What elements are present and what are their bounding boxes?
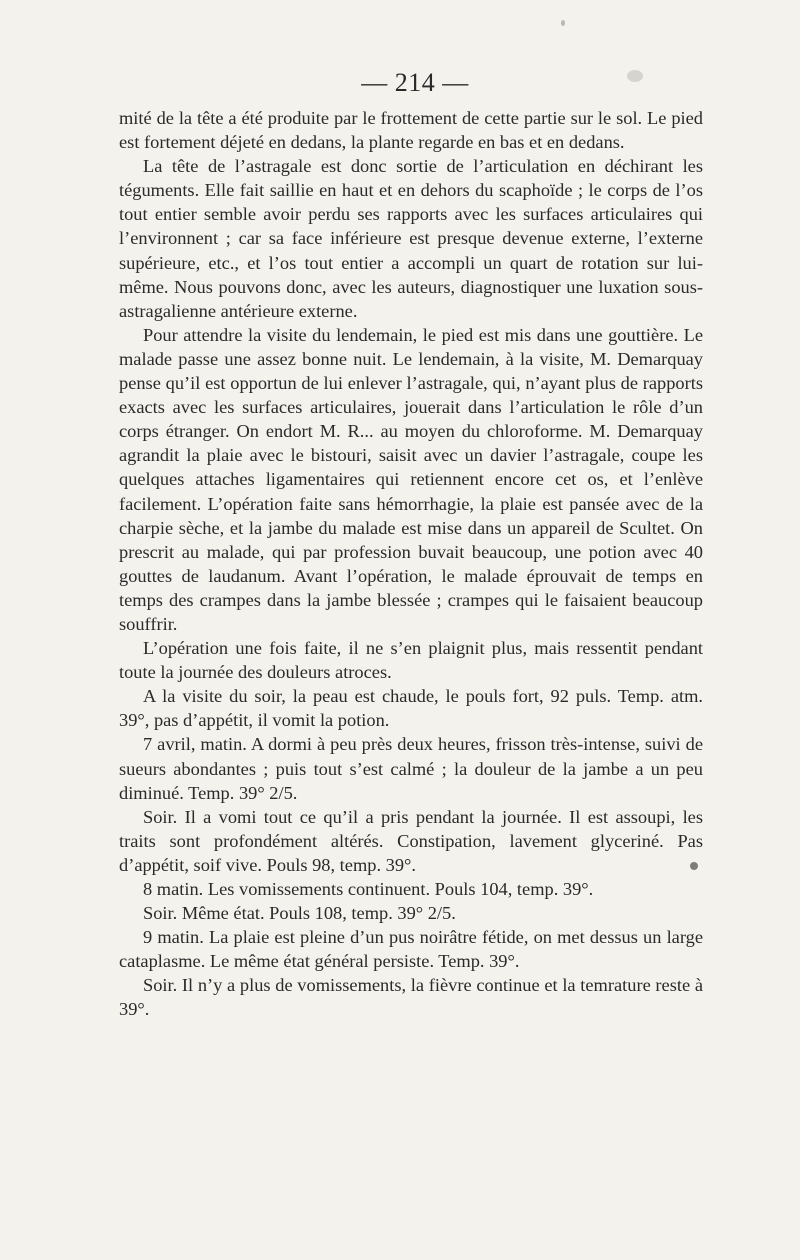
paragraph: mité de la tête a été produite par le frottement de cette partie sur le sol. Le pied est fortement déjeté en dedans, la plante regarde en bas et en dedans. [119,108,703,153]
paragraph: Soir. Il n’y a plus de vomissements, la fièvre continue et la temrature reste à 39°. [119,975,703,1020]
paragraph: Soir. Il a vomi tout ce qu’il a pris pendant la journée. Il est assoupi, les traits sont profondément altérés. Constipation, lavement glyceriné. Pas d’appétit, soif vive. Pouls 98, temp. 39°. [119,806,703,875]
body-text [119,106,703,1022]
paragraph: La tête de l’astragale est donc sortie de l’articulation en déchirant les téguments. Elle fait saillie en haut et en dehors du scaphoïde ; le corps de l’os tout entier semble avoir perdu ses rapports avec les surfaces articulaires qui l’environnent ; car sa face inférieure est presque devenue externe, l’externe supérieure, etc., et l’os tout entier a accompli un quart de rotation sur lui-même. Nous pouvons donc, avec les auteurs, diagnostiquer une luxation sous-astragalienne antérieure externe. [119,156,703,321]
page-number: — 214 — [361,68,469,97]
paragraph: L’opération une fois faite, il ne s’en plaignit plus, mais ressentit pendant toute la journée des douleurs atroces. [119,638,703,683]
paragraph: 9 matin. La plaie est pleine d’un pus noirâtre fétide, on met dessus un large cataplasme. Le même état général persiste. Temp. 39°. [119,927,703,972]
ink-speck [561,20,565,26]
paragraph: 7 avril, matin. A dormi à peu près deux heures, frisson très-intense, suivi de sueurs abondantes ; puis tout s’est calmé ; la douleur de la jambe a un peu diminué. Temp. 39° 2/5. [119,734,703,803]
paragraph: Soir. Même état. Pouls 108, temp. 39° 2/5. [143,903,456,924]
paragraph: A la visite du soir, la peau est chaude, le pouls fort, 92 puls. Temp. atm. 39°, pas d’appétit, il vomit la potion. [119,686,703,731]
paragraph: Pour attendre la visite du lendemain, le pied est mis dans une gouttière. Le malade passe une assez bonne nuit. Le lendemain, à la visite, M. Demarquay pense qu’il est opportun de lui enlever l’astragale, qui, n’ayant plus de rapports exacts avec les surfaces articulaires, jouerait dans l’articulation le rôle d’un corps étranger. On endort M. R... au moyen du chloroforme. M. Demarquay agrandit la plaie avec le bistouri, saisit avec un davier l’astragale, coupe les quelques attaches ligamentaires qui retiennent encore cet os, et l’enlève facilement. L’opération faite sans hémorrhagie, la plaie est pansée avec de la charpie sèche, et la jambe du malade est mise dans un appareil de Scultet. On prescrit au malade, qui par profession buvait beaucoup, une potion avec 40 gouttes de laudanum. Avant l’opération, le malade éprouvait de temps en temps des crampes dans la jambe blessée ; crampes qui le faisaient beaucoup souffrir. [119,324,703,634]
paragraph: 8 matin. Les vomissements continuent. Pouls 104, temp. 39°. [143,879,594,899]
